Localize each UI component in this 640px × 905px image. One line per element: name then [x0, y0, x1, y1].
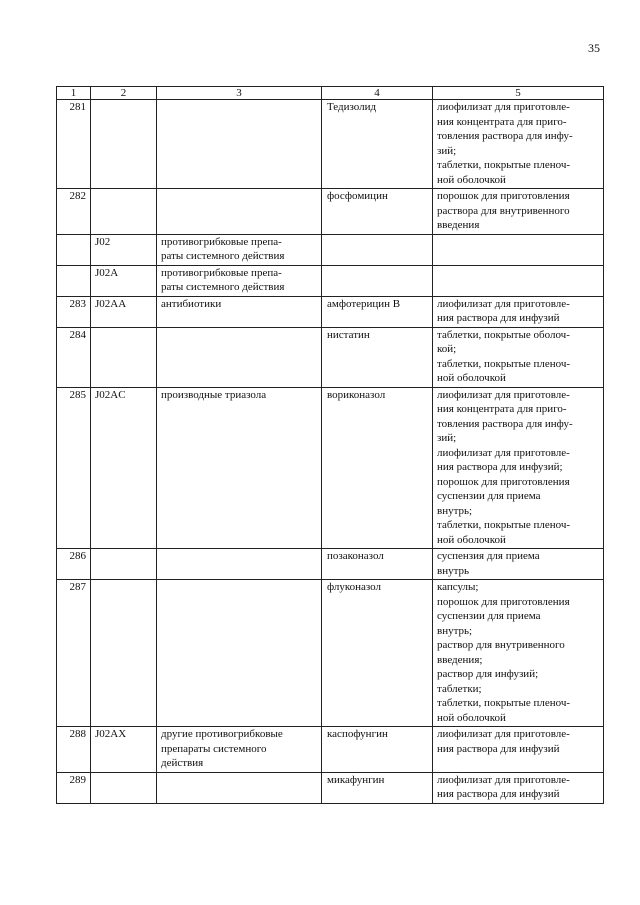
dosage-form-line: ния концентрата для приго- — [437, 115, 567, 128]
group-name-cell — [157, 549, 322, 580]
table-row — [57, 772, 604, 803]
atc-code-cell — [91, 100, 157, 189]
header-cell: 3 — [157, 87, 322, 100]
header-cell: 4 — [322, 87, 433, 100]
header-cell: 1 — [57, 87, 91, 100]
dosage-forms-cell — [433, 265, 604, 296]
header-cell: 2 — [91, 87, 157, 100]
dosage-form-line: лиофилизат для приготовле- — [437, 728, 570, 740]
drug-name-cell — [322, 234, 433, 265]
dosage-form-line: зий; — [437, 432, 457, 444]
group-name-line: антибиотики — [161, 297, 222, 310]
page-number: 35 — [588, 41, 600, 55]
dosage-form-line: ния раствора для инфузий — [437, 312, 560, 324]
dosage-form-line: раствор для инфузий; — [437, 668, 539, 680]
dosage-form-line: суспензия для приема — [437, 550, 540, 562]
row-number-cell: 284 — [57, 327, 91, 387]
group-name-line: действия — [161, 757, 204, 769]
dosage-form-line: ния раствора для инфузий — [437, 788, 560, 800]
dosage-form-line: лиофилизат для приготовле- — [437, 388, 570, 401]
dosage-form-line: ной оболочкой — [437, 711, 506, 724]
row-number-cell: 282 — [57, 189, 91, 235]
atc-code-cell — [91, 549, 157, 580]
drug-name-cell: позаконазол — [322, 549, 433, 580]
dosage-form-line: внутрь; — [437, 504, 473, 517]
group-name-cell — [157, 296, 322, 327]
dosage-forms-cell — [433, 234, 604, 265]
row-number-cell — [57, 265, 91, 296]
drug-name-cell: микафунгин — [322, 772, 433, 803]
atc-code-cell — [91, 327, 157, 387]
group-name-cell — [157, 234, 322, 265]
dosage-form-line: капсулы; — [437, 581, 479, 593]
dosage-form-line: таблетки, покрытые пленоч- — [437, 697, 571, 709]
dosage-form-line: раствор для внутривенного — [437, 639, 565, 651]
dosage-forms-cell — [433, 327, 604, 387]
dosage-form-line: ной оболочкой — [437, 533, 506, 546]
row-number-cell: 287 — [57, 580, 91, 727]
group-name-line: производные триазола — [161, 388, 267, 401]
table-row — [57, 727, 604, 773]
dosage-form-line: суспензии для приема — [437, 490, 541, 502]
dosage-form-line: порошок для приготовления — [437, 595, 570, 608]
group-name-cell — [157, 327, 322, 387]
dosage-forms-cell — [433, 387, 604, 549]
row-number-cell: 281 — [57, 100, 91, 189]
group-name-line: раты системного действия — [161, 250, 285, 262]
table-row — [57, 580, 604, 727]
atc-code-cell — [91, 580, 157, 727]
dosage-form-line: лиофилизат для приготовле- — [437, 297, 570, 310]
header-cell: 5 — [433, 87, 604, 100]
dosage-form-line: таблетки, покрытые оболоч- — [437, 328, 570, 341]
group-name-line: противогрибковые препа- — [161, 266, 282, 279]
drug-table-body — [57, 87, 604, 804]
dosage-form-line: таблетки, покрытые пленоч- — [437, 519, 571, 531]
dosage-form-line: суспензии для приема — [437, 610, 541, 622]
dosage-form-line: внутрь — [437, 564, 470, 577]
dosage-form-line: раствора для внутривенного — [437, 204, 570, 217]
dosage-form-line: порошок для приготовления — [437, 475, 570, 488]
table-row — [57, 387, 604, 549]
table-row — [57, 327, 604, 387]
dosage-form-line: ной оболочкой — [437, 173, 506, 186]
dosage-forms-cell — [433, 727, 604, 773]
table-row — [57, 234, 604, 265]
group-name-cell — [157, 580, 322, 727]
row-number-cell: 286 — [57, 549, 91, 580]
dosage-forms-cell — [433, 580, 604, 727]
dosage-form-line: товления раствора для инфу- — [437, 417, 573, 430]
dosage-form-line: лиофилизат для приготовле- — [437, 446, 570, 459]
group-name-cell — [157, 189, 322, 235]
atc-code-cell — [91, 772, 157, 803]
dosage-form-line: таблетки, покрытые пленоч- — [437, 357, 571, 370]
drug-name-cell — [322, 265, 433, 296]
table-row — [57, 100, 604, 189]
dosage-form-line: товления раствора для инфу- — [437, 130, 573, 142]
atc-code-cell: J02AX — [91, 727, 157, 773]
group-name-line: противогрибковые препа- — [161, 235, 282, 248]
dosage-forms-cell — [433, 549, 604, 580]
table-row — [57, 296, 604, 327]
dosage-form-line: таблетки; — [437, 682, 482, 695]
drug-name-cell: нистатин — [322, 327, 433, 387]
dosage-forms-cell — [433, 189, 604, 235]
dosage-forms-cell — [433, 296, 604, 327]
dosage-forms-cell — [433, 100, 604, 189]
drug-name-cell: вориконазол — [322, 387, 433, 549]
atc-code-cell: J02 — [91, 234, 157, 265]
dosage-form-line: ния раствора для инфузий — [437, 742, 560, 755]
dosage-forms-cell — [433, 772, 604, 803]
table-header-row — [57, 87, 604, 100]
group-name-line: другие противогрибковые — [161, 728, 283, 740]
drug-table — [56, 86, 604, 804]
drug-name-cell: амфотерицин B — [322, 296, 433, 327]
row-number-cell: 285 — [57, 387, 91, 549]
group-name-cell — [157, 772, 322, 803]
dosage-form-line: ния раствора для инфузий; — [437, 461, 563, 473]
row-number-cell: 289 — [57, 772, 91, 803]
group-name-line: раты системного действия — [161, 281, 285, 293]
group-name-cell — [157, 265, 322, 296]
group-name-cell — [157, 387, 322, 549]
dosage-form-line: зий; — [437, 144, 457, 157]
table-row — [57, 189, 604, 235]
group-name-cell — [157, 100, 322, 189]
row-number-cell — [57, 234, 91, 265]
group-name-cell — [157, 727, 322, 773]
dosage-form-line: ния концентрата для приго- — [437, 403, 567, 415]
dosage-form-line: лиофилизат для приготовле- — [437, 101, 570, 113]
row-number-cell: 288 — [57, 727, 91, 773]
drug-name-cell: каспофунгин — [322, 727, 433, 773]
table-row — [57, 265, 604, 296]
dosage-form-line: кой; — [437, 343, 457, 355]
dosage-form-line: таблетки, покрытые пленоч- — [437, 159, 571, 171]
dosage-form-line: лиофилизат для приготовле- — [437, 773, 570, 786]
dosage-form-line: введения; — [437, 653, 483, 666]
dosage-form-line: введения — [437, 219, 480, 231]
row-number-cell: 283 — [57, 296, 91, 327]
atc-code-cell: J02A — [91, 265, 157, 296]
dosage-form-line: внутрь; — [437, 624, 473, 637]
table-row — [57, 549, 604, 580]
atc-code-cell: J02AC — [91, 387, 157, 549]
drug-name-cell: Тедизолид — [322, 100, 433, 189]
atc-code-cell — [91, 189, 157, 235]
dosage-form-line: ной оболочкой — [437, 372, 506, 384]
group-name-line: препараты системного — [161, 742, 267, 755]
drug-name-cell: флуконазол — [322, 580, 433, 727]
atc-code-cell: J02AA — [91, 296, 157, 327]
dosage-form-line: порошок для приготовления — [437, 190, 570, 202]
drug-name-cell: фосфомицин — [322, 189, 433, 235]
